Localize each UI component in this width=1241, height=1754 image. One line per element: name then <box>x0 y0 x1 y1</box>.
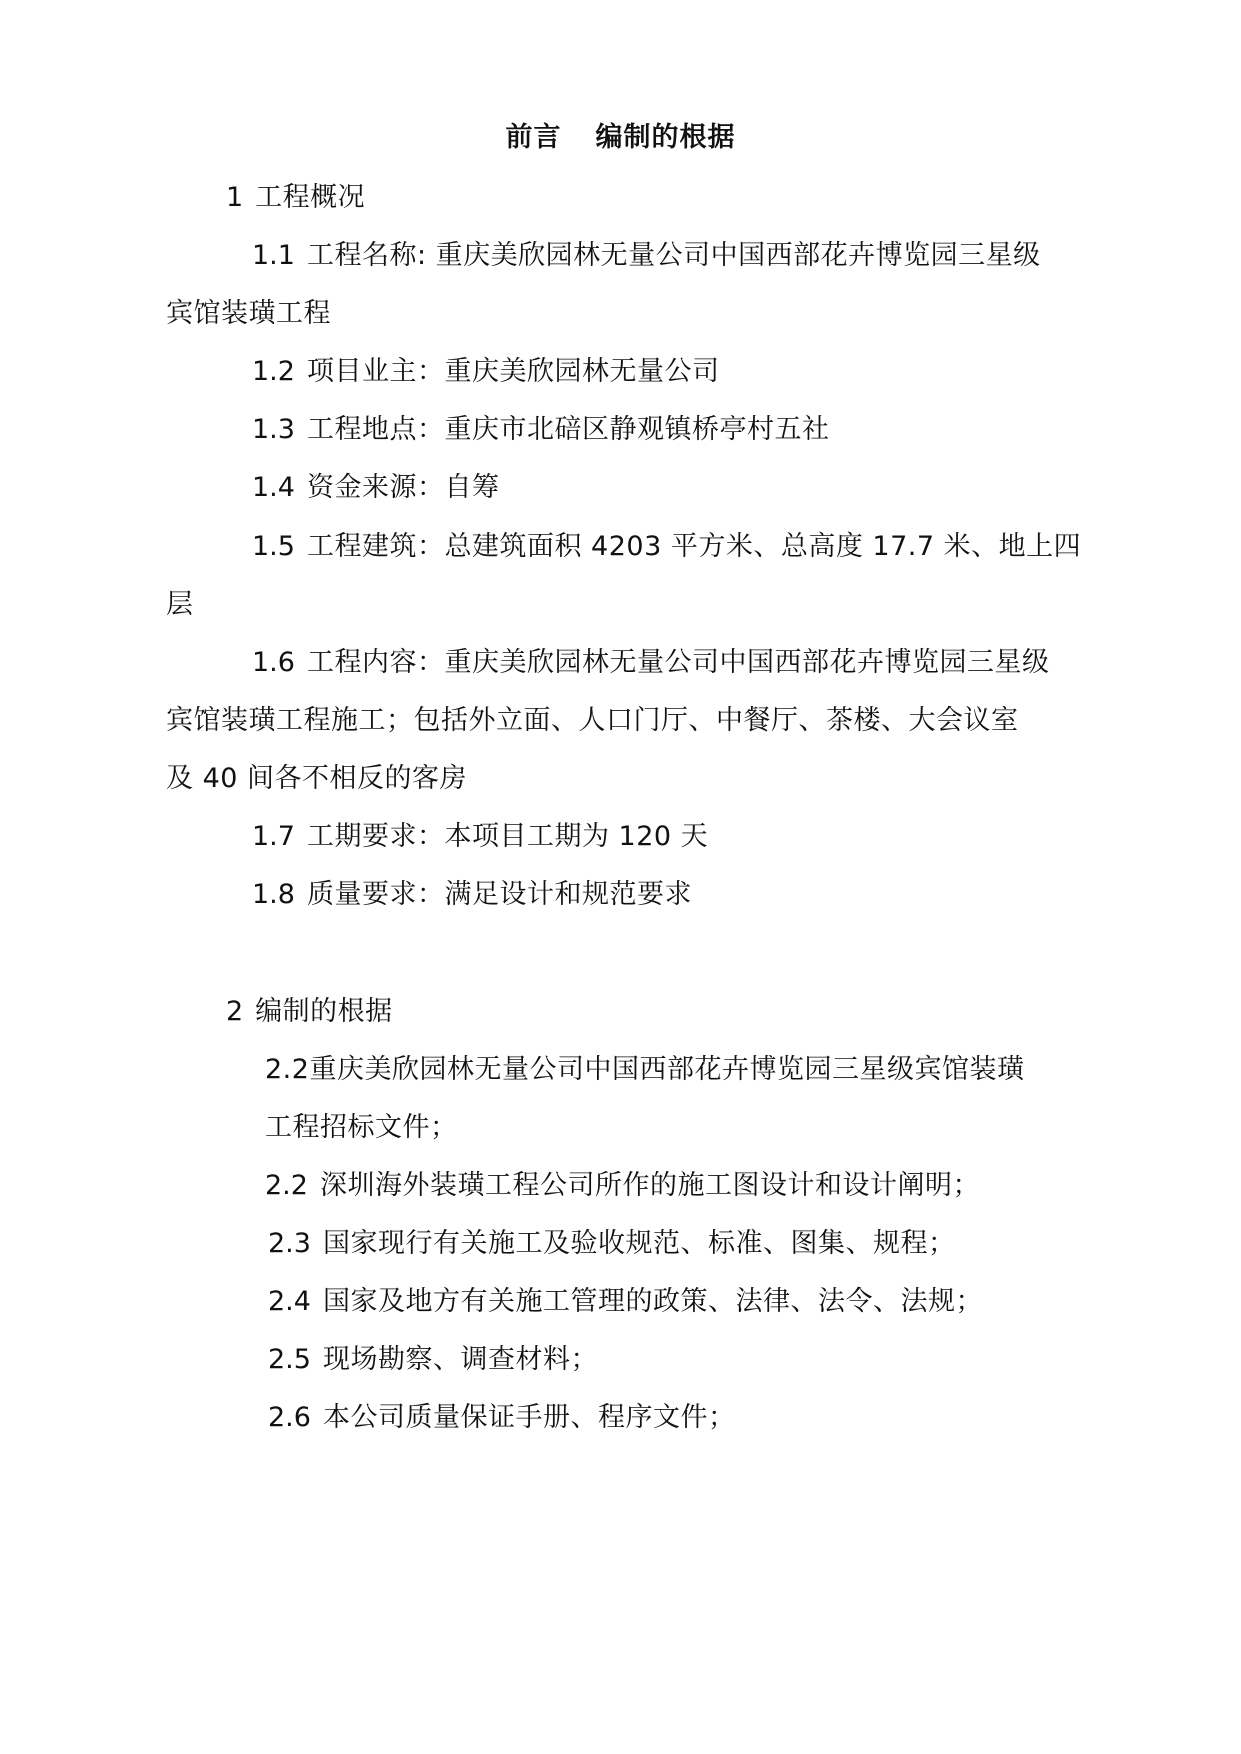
item-1-6-continuation-1: 宾馆装璜工程施工；包括外立面、人口门厅、中餐厅、茶楼、大会议室 <box>166 705 1019 736</box>
section-1-title: 工程概况 <box>255 182 366 213</box>
section-1-number: 1 <box>226 182 244 213</box>
item-2-3: 2.3 国家现行有关施工及验收规范、标准、图集、规程； <box>268 1228 956 1259</box>
item-1-6-continuation-2: 及 40 间各不相反的客房 <box>166 763 468 794</box>
item-1-6: 1.6 工程内容：重庆美欣园林无量公司中国西部花卉博览园三星级 <box>252 647 1050 678</box>
title-part-2: 编制的根据 <box>595 122 736 153</box>
section-1-heading <box>226 178 365 218</box>
item-1-2: 1.2 项目业主：重庆美欣园林无量公司 <box>252 356 720 387</box>
item-1-5-continuation: 层 <box>166 589 194 620</box>
item-2-6: 2.6 本公司质量保证手册、程序文件； <box>268 1402 736 1433</box>
item-1-8: 1.8 质量要求：满足设计和规范要求 <box>252 879 692 910</box>
item-1-1: 1.1 工程名称: 重庆美欣园林无量公司中国西部花卉博览园三星级 <box>252 240 1041 271</box>
item-1-4: 1.4 资金来源：自筹 <box>252 472 500 503</box>
item-2-2a: 2.2重庆美欣园林无量公司中国西部花卉博览园三星级宾馆装璜 <box>265 1054 1025 1085</box>
item-1-3: 1.3 工程地点：重庆市北碚区静观镇桥亭村五社 <box>252 414 830 445</box>
item-1-7: 1.7 工期要求：本项目工期为 120 天 <box>252 821 709 852</box>
section-2-title: 编制的根据 <box>255 996 393 1027</box>
item-2-2b: 2.2 深圳海外装璜工程公司所作的施工图设计和设计阐明； <box>265 1170 980 1201</box>
item-2-4: 2.4 国家及地方有关施工管理的政策、法律、法令、法规； <box>268 1286 983 1317</box>
title-part-1: 前言 <box>505 122 562 153</box>
item-2-2a-continuation: 工程招标文件； <box>265 1112 458 1143</box>
item-2-5: 2.5 现场勘察、调查材料； <box>268 1344 598 1375</box>
item-1-5: 1.5 工程建筑：总建筑面积 4203 平方米、总高度 17.7 米、地上四 <box>252 531 1082 562</box>
page-title <box>0 118 1241 158</box>
item-1-1-continuation: 宾馆装璜工程 <box>166 298 331 329</box>
section-2-number: 2 <box>226 996 244 1027</box>
section-2-heading <box>226 992 393 1032</box>
